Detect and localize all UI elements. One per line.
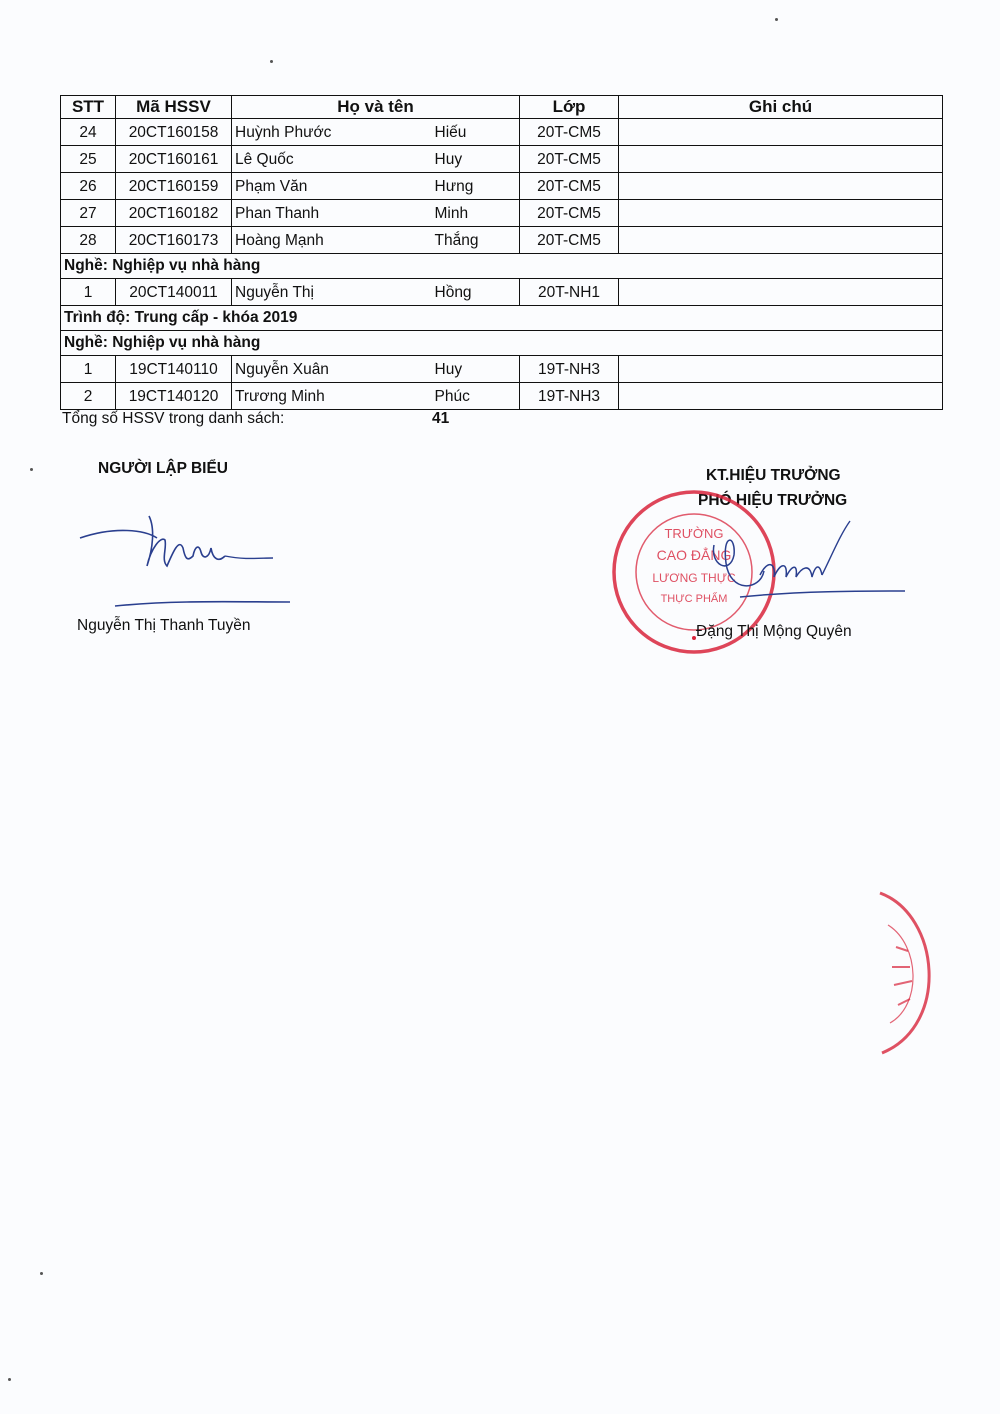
first-name-cell: Thắng xyxy=(432,227,520,254)
student-id-cell: 19CT140110 xyxy=(116,356,232,383)
class-cell: 20T-CM5 xyxy=(520,200,619,227)
stamp-line: CAO ĐẲNG xyxy=(656,547,732,563)
first-name-cell: Hiếu xyxy=(432,119,520,146)
stamp-line: THỰC PHẨM xyxy=(660,593,728,605)
note-cell xyxy=(619,227,943,254)
student-table xyxy=(60,95,943,410)
note-cell xyxy=(619,173,943,200)
note-cell xyxy=(619,383,943,410)
table-row xyxy=(61,146,943,173)
first-name-cell: Phúc xyxy=(432,383,520,410)
student-id-cell: 20CT160159 xyxy=(116,173,232,200)
section-heading-restaurant: Nghề: Nghiệp vụ nhà hàng xyxy=(61,331,943,356)
section-row xyxy=(61,331,943,356)
class-cell: 20T-CM5 xyxy=(520,227,619,254)
approver-name: Đặng Thị Mộng Quyên xyxy=(696,623,852,640)
student-id-cell: 20CT160158 xyxy=(116,119,232,146)
first-name-cell: Huy xyxy=(432,356,520,383)
section-row xyxy=(61,306,943,331)
stt-cell: 28 xyxy=(61,227,116,254)
stamp-line: TRƯỜNG xyxy=(664,526,724,541)
first-name-cell: Hưng xyxy=(432,173,520,200)
student-id-cell: 20CT160173 xyxy=(116,227,232,254)
table-header-row xyxy=(61,96,943,119)
preparer-signature xyxy=(75,508,295,608)
last-name-cell: Hoàng Mạnh xyxy=(232,227,432,254)
student-id-cell: 20CT160161 xyxy=(116,146,232,173)
note-cell xyxy=(619,279,943,306)
header-stt: STT xyxy=(61,96,116,119)
class-cell: 19T-NH3 xyxy=(520,356,619,383)
stt-cell: 1 xyxy=(61,356,116,383)
last-name-cell: Huỳnh Phước xyxy=(232,119,432,146)
total-label: Tổng số HSSV trong danh sách: xyxy=(62,410,285,427)
student-id-cell: 20CT140011 xyxy=(116,279,232,306)
note-cell xyxy=(619,200,943,227)
table-row xyxy=(61,383,943,410)
first-name-cell: Hồng xyxy=(432,279,520,306)
stt-cell: 1 xyxy=(61,279,116,306)
approver-subtitle: PHÓ HIỆU TRƯỞNG xyxy=(698,492,848,509)
table-row xyxy=(61,227,943,254)
table-row xyxy=(61,279,943,306)
stamp-line: LƯƠNG THỰC xyxy=(652,571,736,585)
preparer-name: Nguyễn Thị Thanh Tuyền xyxy=(77,617,251,634)
preparer-title: NGƯỜI LẬP BIỂU xyxy=(98,460,229,477)
approver-signature xyxy=(700,515,920,615)
first-name-cell: Huy xyxy=(432,146,520,173)
header-name: Họ và tên xyxy=(232,96,520,119)
class-cell: 20T-NH1 xyxy=(520,279,619,306)
last-name-cell: Phạm Văn xyxy=(232,173,432,200)
header-id: Mã HSSV xyxy=(116,96,232,119)
stt-cell: 25 xyxy=(61,146,116,173)
section-heading-level: Trình độ: Trung cấp - khóa 2019 xyxy=(61,306,943,331)
approver-title: KT.HIỆU TRƯỞNG xyxy=(706,467,841,484)
stt-cell: 2 xyxy=(61,383,116,410)
table-row xyxy=(61,173,943,200)
total-value: 41 xyxy=(432,410,450,427)
edge-stamp-fragment xyxy=(870,885,950,1060)
stt-cell: 24 xyxy=(61,119,116,146)
last-name-cell: Nguyễn Thị xyxy=(232,279,432,306)
last-name-cell: Nguyễn Xuân xyxy=(232,356,432,383)
table-row xyxy=(61,119,943,146)
header-class: Lớp xyxy=(520,96,619,119)
section-heading-restaurant: Nghề: Nghiệp vụ nhà hàng xyxy=(61,254,943,279)
last-name-cell: Trương Minh xyxy=(232,383,432,410)
class-cell: 20T-CM5 xyxy=(520,119,619,146)
last-name-cell: Lê Quốc xyxy=(232,146,432,173)
note-cell xyxy=(619,146,943,173)
note-cell xyxy=(619,356,943,383)
stt-cell: 26 xyxy=(61,173,116,200)
header-note: Ghi chú xyxy=(619,96,943,119)
last-name-cell: Phan Thanh xyxy=(232,200,432,227)
table-row xyxy=(61,200,943,227)
first-name-cell: Minh xyxy=(432,200,520,227)
table-row xyxy=(61,356,943,383)
class-cell: 20T-CM5 xyxy=(520,173,619,200)
student-id-cell: 19CT140120 xyxy=(116,383,232,410)
student-id-cell: 20CT160182 xyxy=(116,200,232,227)
class-cell: 20T-CM5 xyxy=(520,146,619,173)
section-row xyxy=(61,254,943,279)
class-cell: 19T-NH3 xyxy=(520,383,619,410)
stt-cell: 27 xyxy=(61,200,116,227)
note-cell xyxy=(619,119,943,146)
